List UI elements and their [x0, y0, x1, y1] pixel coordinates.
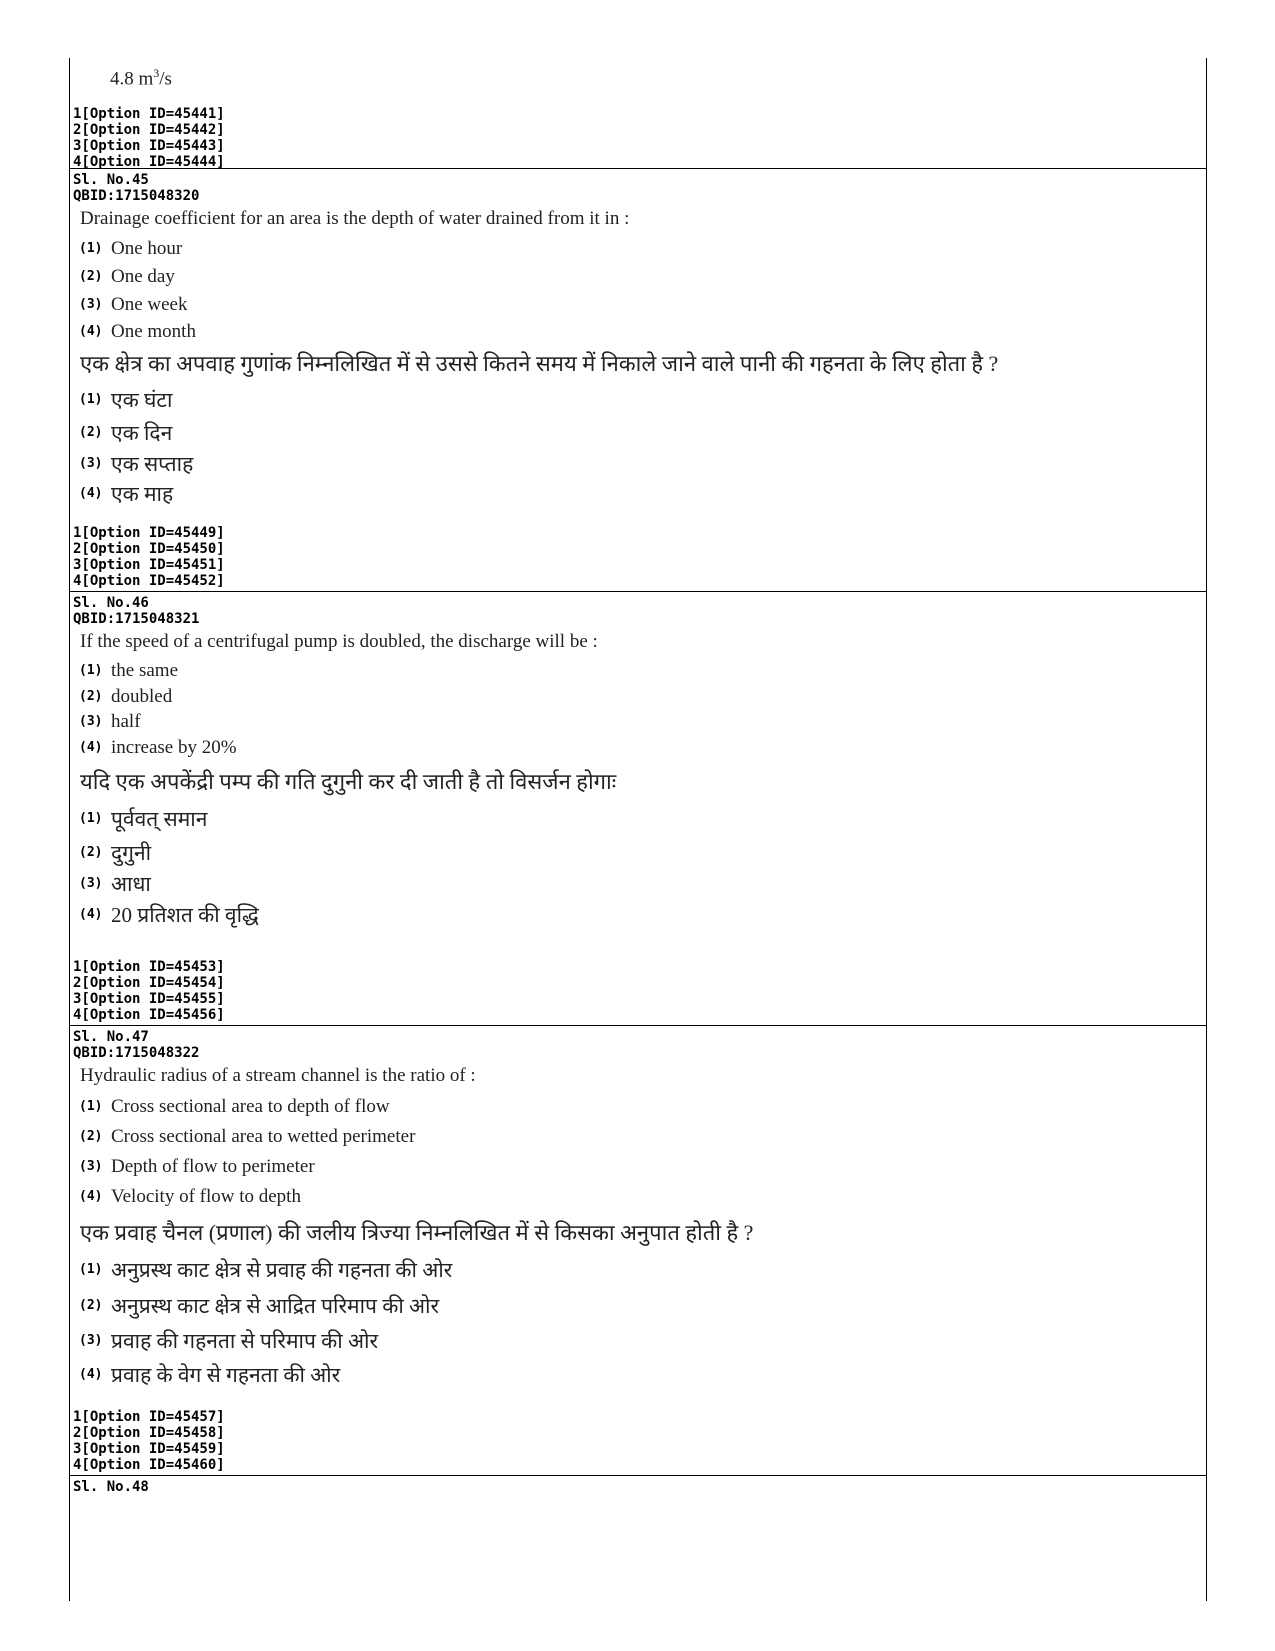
question-block — [70, 1026, 1206, 1476]
option-item: (1) एक घंटा — [79, 388, 173, 412]
question-text-hi: एक क्षेत्र का अपवाह गुणांक निम्नलिखित में से उससे कितने समय में निकाले जाने वाले पानी की गहनता के लिए होता है ? — [80, 351, 999, 376]
option-item: (3) half — [79, 711, 141, 732]
options-hi — [70, 1252, 1206, 1392]
options-hi — [70, 383, 1206, 509]
option-item: (3) Depth of flow to perimeter — [79, 1156, 315, 1177]
option-item: (4) increase by 20% — [79, 737, 237, 758]
serial-number: Sl. No.46 — [73, 595, 149, 611]
option-item: (1) पूर्ववत् समान — [79, 807, 208, 831]
option-item: (2) दुगुनी — [79, 841, 152, 865]
option-item: (1) Cross sectional area to depth of flow — [79, 1096, 390, 1117]
question-text-hi: यदि एक अपकेंद्री पम्प की गति दुगुनी कर दी जाती है तो विसर्जन होगाः — [80, 769, 617, 794]
option-item: (3) एक सप्ताह — [79, 452, 194, 476]
option-item: (4) प्रवाह के वेग से गहनता की ओर — [79, 1363, 341, 1387]
option-item: (4) One month — [79, 321, 196, 342]
option-item: (1) अनुप्रस्थ काट क्षेत्र से प्रवाह की गहनता की ओर — [79, 1258, 453, 1282]
qbid: QBID:1715048320 — [73, 188, 200, 204]
option-item: (3) आधा — [79, 872, 151, 896]
answer-option-text: 4.8 $m^3/s$ — [110, 66, 172, 90]
option-item: (1) the same — [79, 660, 179, 681]
question-text-en: Drainage coefficient for an area is the depth of water drained from it in : — [80, 208, 630, 229]
options-hi — [70, 801, 1206, 931]
option-item: (1) One hour — [79, 238, 183, 259]
options-en — [70, 1092, 1206, 1212]
question-text-hi: एक प्रवाह चैनल (प्रणाल) की जलीय त्रिज्या निम्नलिखित में से किसका अनुपात होती है ? — [80, 1220, 754, 1245]
option-item: (2) Cross sectional area to wetted perimeter — [79, 1126, 416, 1147]
serial-number: Sl. No.48 — [73, 1479, 149, 1495]
qbid: QBID:1715048321 — [73, 611, 200, 627]
option-item: (3) प्रवाह की गहनता से परिमाप की ओर — [79, 1329, 379, 1353]
option-item: (4) Velocity of flow to depth — [79, 1186, 301, 1207]
qbid: QBID:1715048322 — [73, 1045, 200, 1061]
option-id-list: 1[Option ID=45457] 2[Option ID=45458] 3[Option ID=45459] 4[Option ID=45460] — [73, 1409, 225, 1473]
option-id-list: 1[Option ID=45453] 2[Option ID=45454] 3[Option ID=45455] 4[Option ID=45456] — [73, 959, 225, 1023]
question-paper-page — [69, 58, 1207, 1601]
options-en — [70, 658, 1206, 761]
question-text-en: Hydraulic radius of a stream channel is the ratio of : — [80, 1065, 476, 1086]
serial-number: Sl. No.47 — [73, 1029, 149, 1045]
option-item: (3) One week — [79, 293, 188, 315]
options-en — [70, 235, 1206, 345]
question-header — [70, 169, 1206, 204]
question-block — [70, 592, 1206, 1026]
option-id-list: 1[Option ID=45441] 2[Option ID=45442] 3[Option ID=45443] 4[Option ID=45444] — [73, 106, 225, 171]
option-item: (2) doubled — [79, 685, 173, 707]
option-item: (2) अनुप्रस्थ काट क्षेत्र से आद्रित परिमाप की ओर — [79, 1294, 440, 1318]
question-header — [70, 592, 1206, 627]
question-block — [70, 169, 1206, 592]
next-question-start — [70, 1476, 1206, 1495]
serial-number: Sl. No.45 — [73, 172, 149, 188]
option-id-list: 1[Option ID=45449] 2[Option ID=45450] 3[Option ID=45451] 4[Option ID=45452] — [73, 525, 225, 589]
option-item: (2) One day — [79, 265, 175, 287]
previous-question-tail — [70, 58, 1206, 169]
question-text-en: If the speed of a centrifugal pump is doubled, the discharge will be : — [80, 631, 598, 652]
option-item: (4) 20 प्रतिशत की वृद्धि — [79, 903, 259, 927]
option-item: (4) एक माह — [79, 482, 174, 506]
option-item: (2) एक दिन — [79, 421, 173, 445]
question-header — [70, 1026, 1206, 1061]
